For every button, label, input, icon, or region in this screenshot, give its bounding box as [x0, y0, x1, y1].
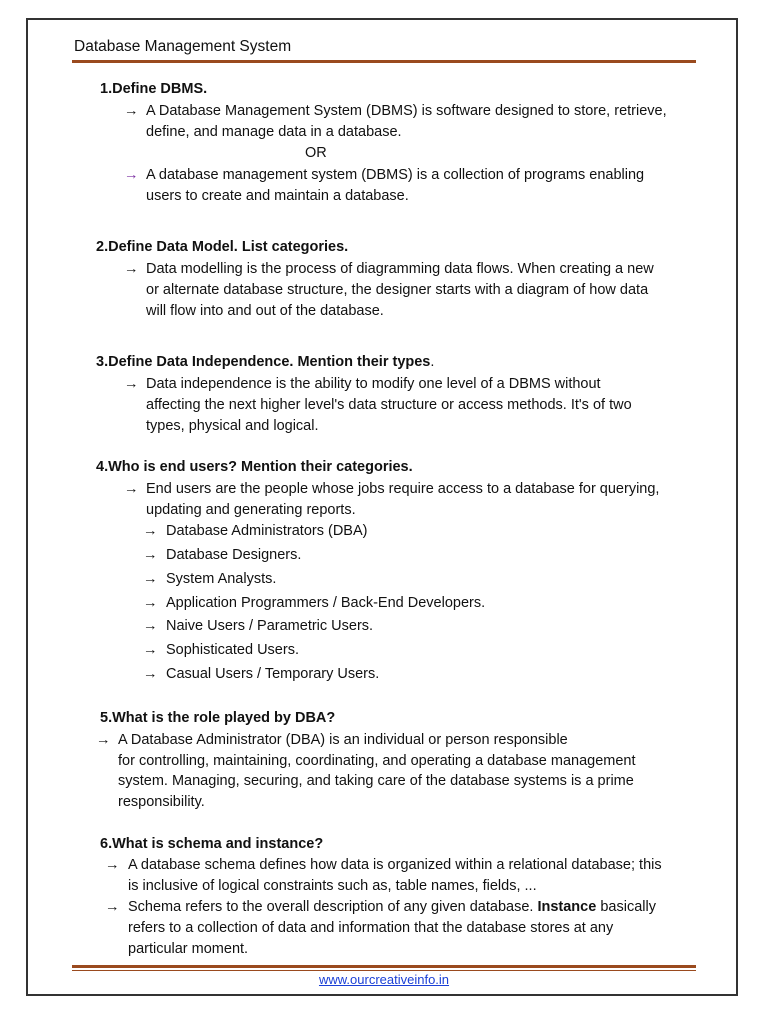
answer-line: A Database Administrator (DBA) is an individual or person responsible — [118, 732, 568, 748]
category-item: Database Administrators (DBA) — [166, 523, 368, 539]
answer-line: types, physical and logical. — [146, 418, 319, 434]
arrow-bullet-icon: → — [96, 732, 111, 748]
instance-term: Instance — [537, 899, 597, 915]
arrow-bullet-icon: → — [143, 642, 158, 658]
arrow-bullet-icon: → — [143, 666, 158, 682]
answer-line-text: Schema refers to the overall description of any given database. — [128, 899, 538, 915]
answer-line: users to create and maintain a database. — [146, 188, 409, 204]
answer-line — [128, 897, 656, 918]
question-2-title: 2.Define Data Model. List categories. — [96, 239, 349, 255]
answer-line: affecting the next higher level's data structure or access methods. It's of two — [146, 397, 632, 413]
answer-line: A database schema defines how data is organized within a relational database; this — [128, 857, 662, 873]
arrow-bullet-icon: → — [124, 103, 139, 119]
footer-website-link[interactable]: www.ourcreativeinfo.in — [318, 972, 450, 987]
category-item: Sophisticated Users. — [166, 642, 299, 658]
header-rule — [72, 60, 696, 63]
category-item: Casual Users / Temporary Users. — [166, 666, 380, 682]
arrow-bullet-icon: → — [105, 857, 120, 873]
question-3-title-text: 3.Define Data Independence. Mention their types — [96, 354, 431, 370]
category-item: System Analysts. — [166, 571, 277, 587]
question-3-title — [96, 352, 434, 373]
answer-line: A database management system (DBMS) is a collection of programs enabling — [146, 167, 645, 183]
category-item: Database Designers. — [166, 547, 302, 563]
answer-line: Data independence is the ability to modify one level of a DBMS without — [146, 376, 601, 392]
answer-line: End users are the people whose jobs require access to a database for querying, — [146, 481, 660, 497]
answer-line: refers to a collection of data and information that the database stores at any — [128, 920, 614, 936]
arrow-bullet-icon: → — [124, 167, 139, 183]
question-1-title: 1.Define DBMS. — [100, 81, 208, 97]
answer-line: particular moment. — [128, 941, 249, 957]
or-separator: OR — [305, 145, 327, 161]
arrow-bullet-icon: → — [124, 481, 139, 497]
category-item: Naive Users / Parametric Users. — [166, 618, 374, 634]
arrow-bullet-icon: → — [143, 595, 158, 611]
question-6-title: 6.What is schema and instance? — [100, 836, 324, 852]
document-header-title: Database Management System — [74, 38, 292, 55]
arrow-bullet-icon: → — [143, 547, 158, 563]
question-5-title: 5.What is the role played by DBA? — [100, 710, 336, 726]
arrow-bullet-icon: → — [143, 618, 158, 634]
arrow-bullet-icon: → — [143, 523, 158, 539]
answer-line: is inclusive of logical constraints such as, table names, fields, ... — [128, 878, 537, 894]
arrow-bullet-icon: → — [124, 261, 139, 277]
answer-line: for controlling, maintaining, coordinating, and operating a database management — [118, 753, 636, 769]
answer-line-text: basically — [596, 899, 656, 915]
answer-line: responsibility. — [118, 794, 205, 810]
answer-line: system. Managing, securing, and taking care of the database systems is a prime — [118, 773, 634, 789]
question-4-title: 4.Who is end users? Mention their categories. — [96, 459, 413, 475]
answer-line: or alternate database structure, the designer starts with a diagram of how data — [146, 282, 649, 298]
footer-rule — [72, 965, 696, 968]
answer-line: define, and manage data in a database. — [146, 124, 402, 140]
arrow-bullet-icon: → — [143, 571, 158, 587]
footer-rule-thin — [72, 970, 696, 971]
answer-line: Data modelling is the process of diagramming data flows. When creating a new — [146, 261, 654, 277]
category-item: Application Programmers / Back-End Developers. — [166, 595, 486, 611]
arrow-bullet-icon: → — [124, 376, 139, 392]
answer-line: will flow into and out of the database. — [146, 303, 384, 319]
question-3-title-period: . — [430, 354, 435, 370]
arrow-bullet-icon: → — [105, 899, 120, 915]
answer-line: A Database Management System (DBMS) is software designed to store, retrieve, — [146, 103, 667, 119]
answer-line: updating and generating reports. — [146, 502, 356, 518]
